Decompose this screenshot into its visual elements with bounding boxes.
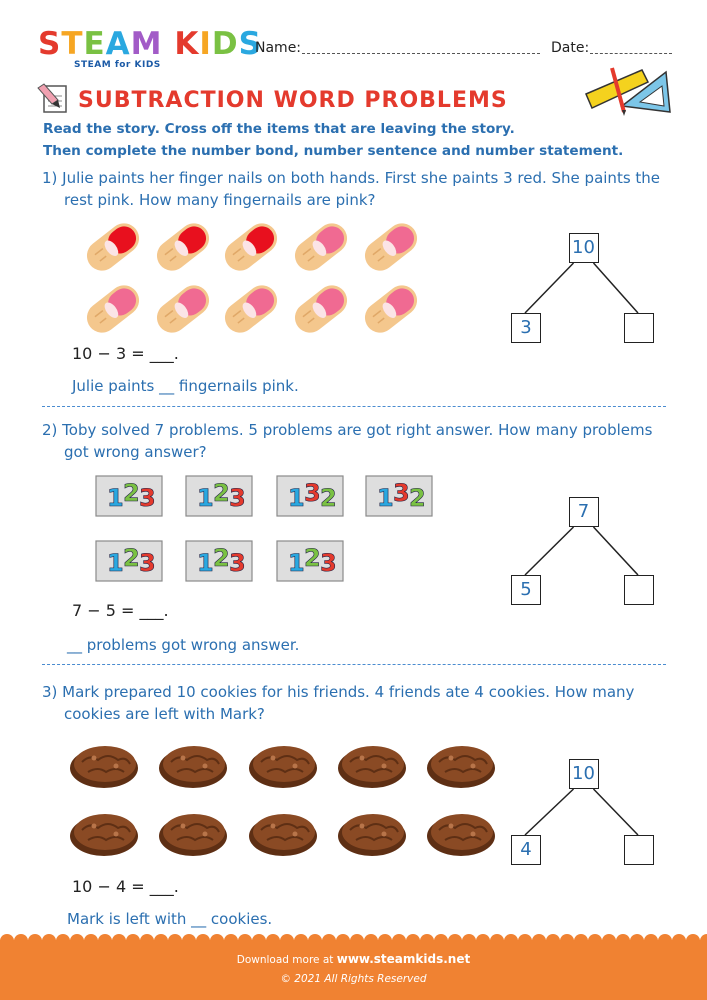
tile-digit: 2: [123, 544, 140, 572]
tile-digit: 2: [409, 484, 426, 512]
question-2-equation: 7 − 5 = ___.: [72, 601, 169, 620]
question-2-statement: __ problems got wrong answer.: [67, 636, 300, 654]
pink-fingernail[interactable]: [358, 218, 424, 276]
bond-answer-box[interactable]: [624, 575, 654, 605]
pink-fingernail[interactable]: [288, 280, 354, 338]
bond-part-box: 5: [511, 575, 541, 605]
number-bond-3: [511, 759, 656, 865]
logo-letter: E: [83, 26, 106, 62]
logo-letter: S: [38, 26, 62, 62]
number-bond-2: [511, 497, 656, 605]
question-3-equation: 10 − 4 = ___.: [72, 877, 179, 896]
number-tile[interactable]: [365, 475, 433, 517]
footer-copyright: © 2021 All Rights Reserved: [280, 973, 427, 985]
tile-digit: 3: [139, 484, 156, 512]
bond-part-box: 4: [511, 835, 541, 865]
cookie[interactable]: [68, 808, 140, 860]
logo-subtitle: STEAM for KIDS: [74, 60, 161, 70]
bond-whole-box: 7: [569, 497, 599, 527]
red-fingernail[interactable]: [150, 218, 216, 276]
pink-fingernail[interactable]: [150, 280, 216, 338]
bond-answer-box[interactable]: [624, 313, 654, 343]
tile-digit: 3: [229, 484, 246, 512]
number-bond-1: [511, 233, 656, 343]
red-fingernail[interactable]: [80, 218, 146, 276]
question-1-equation: 10 − 3 = ___.: [72, 344, 179, 363]
number-tile[interactable]: [276, 475, 344, 517]
number-tile[interactable]: [276, 540, 344, 582]
bond-answer-box[interactable]: [624, 835, 654, 865]
tile-digit: 1: [377, 484, 394, 512]
cookie[interactable]: [425, 740, 497, 792]
tile-digit: 3: [393, 479, 410, 507]
date-field[interactable]: [590, 53, 672, 54]
logo-letter: T: [61, 26, 84, 62]
pink-fingernail[interactable]: [80, 280, 146, 338]
logo-letter: [163, 28, 175, 60]
bond-whole-box: 10: [569, 233, 599, 263]
logo-letter: K: [174, 26, 200, 62]
footer-download: [0, 952, 707, 966]
number-tile[interactable]: [185, 540, 253, 582]
ruler-triangle-icon: [582, 62, 674, 118]
pink-fingernail[interactable]: [288, 218, 354, 276]
cookie[interactable]: [336, 740, 408, 792]
bond-part-box: 3: [511, 313, 541, 343]
page-title: SUBTRACTION WORD PROBLEMS: [78, 88, 508, 113]
steam-kids-logo: [38, 28, 262, 60]
tile-digit: 3: [139, 549, 156, 577]
question-3-line-2: cookies are left with Mark?: [64, 705, 265, 723]
logo-letter: S: [238, 26, 262, 62]
question-1-line-2: rest pink. How many fingernails are pink?: [64, 191, 376, 209]
number-tile[interactable]: [95, 475, 163, 517]
number-tile[interactable]: [185, 475, 253, 517]
instruction-line-1: Read the story. Cross off the items that are leaving the story.: [43, 121, 515, 137]
tile-digit: 1: [288, 484, 305, 512]
name-label: Name:: [255, 40, 302, 56]
tile-digit: 1: [288, 549, 305, 577]
tile-digit: 1: [107, 549, 124, 577]
tile-digit: 1: [107, 484, 124, 512]
tile-digit: 2: [123, 479, 140, 507]
divider-2: [42, 664, 666, 665]
cookie[interactable]: [425, 808, 497, 860]
question-3-line-1: 3) Mark prepared 10 cookies for his friends. 4 friends ate 4 cookies. How many: [42, 683, 635, 701]
question-1-statement: Julie paints __ fingernails pink.: [72, 377, 299, 395]
red-fingernail[interactable]: [218, 218, 284, 276]
tile-digit: 1: [197, 484, 214, 512]
cookie[interactable]: [157, 740, 229, 792]
logo-letter: D: [211, 26, 239, 62]
number-tile[interactable]: [95, 540, 163, 582]
cookie[interactable]: [247, 808, 319, 860]
tile-digit: 2: [213, 479, 230, 507]
logo-letter: I: [199, 26, 212, 62]
cookie[interactable]: [68, 740, 140, 792]
logo-letter: M: [130, 26, 163, 62]
worksheet-pencil-icon: [36, 82, 70, 114]
footer-site-link[interactable]: www.steamkids.net: [336, 952, 471, 966]
cookie[interactable]: [247, 740, 319, 792]
tile-digit: 3: [320, 549, 337, 577]
tile-digit: 3: [229, 549, 246, 577]
pink-fingernail[interactable]: [218, 280, 284, 338]
divider-1: [42, 406, 666, 407]
footer-bar: [0, 940, 707, 1000]
name-field[interactable]: [302, 53, 540, 54]
cookie[interactable]: [336, 808, 408, 860]
question-2-line-1: 2) Toby solved 7 problems. 5 problems are got right answer. How many problems: [42, 421, 653, 439]
logo-letter: A: [105, 26, 131, 62]
tile-digit: 1: [197, 549, 214, 577]
bond-whole-box: 10: [569, 759, 599, 789]
tile-digit: 2: [304, 544, 321, 572]
pink-fingernail[interactable]: [358, 280, 424, 338]
footer-download-prefix: Download more at: [236, 954, 334, 966]
instruction-line-2: Then complete the number bond, number sentence and number statement.: [43, 143, 624, 159]
question-1-line-1: 1) Julie paints her finger nails on both hands. First she paints 3 red. She paints the: [42, 169, 661, 187]
date-label: Date:: [551, 40, 590, 56]
cookie[interactable]: [157, 808, 229, 860]
tile-digit: 2: [213, 544, 230, 572]
tile-digit: 2: [320, 484, 337, 512]
tile-digit: 3: [304, 479, 321, 507]
question-2-line-2: got wrong answer?: [64, 443, 207, 461]
question-3-statement: Mark is left with __ cookies.: [67, 910, 273, 928]
